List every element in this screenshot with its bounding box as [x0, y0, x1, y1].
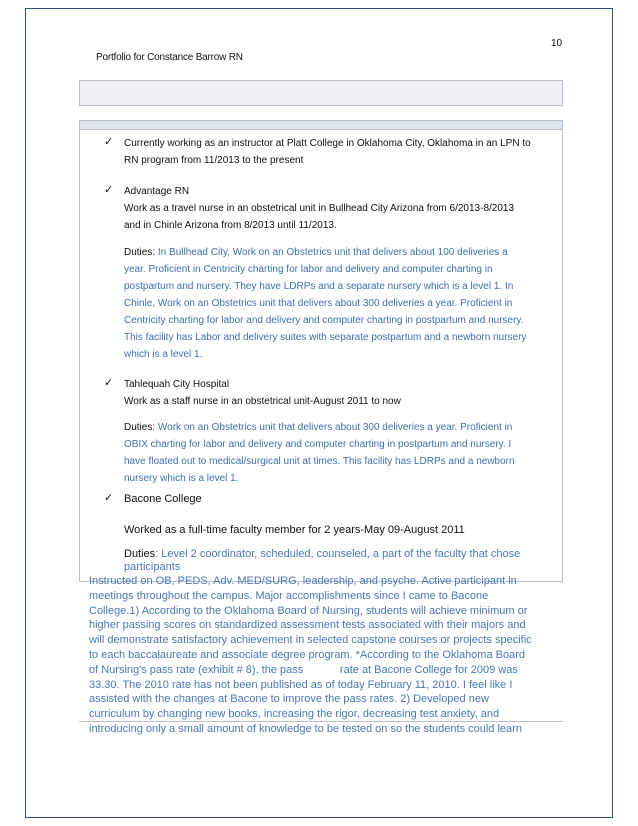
entry-duties: [124, 244, 570, 363]
duties-line: This facility has Labor and delivery suites with separate postpartum and a newborn nursery: [124, 332, 527, 343]
paragraph-line: meetings throughout the campus. Major accomplishments since I came to Bacone: [89, 589, 489, 602]
paragraph-line: 33.30. The 2010 rate has not been published as of today February 11, 2010. I feel like I: [89, 678, 513, 691]
entry-body-line: Work as a travel nurse in an obstetrical unit in Bullhead City Arizona from 6/2013-8/2013: [124, 203, 515, 214]
duties-line: In Bullhead City, Work on an Obstetrics unit that delivers about 100 deliveries a: [155, 247, 508, 258]
entry-body: Work as a staff nurse in an obstetrical unit-August 2011 to now: [124, 396, 401, 407]
entry-body: [124, 200, 564, 234]
checkmark-icon: ✓: [104, 136, 114, 148]
duties-line: year. Proficient in Centricity charting for labor and delivery and computer charting in: [124, 264, 493, 275]
entry-duties: [124, 548, 564, 574]
document-header-title: Portfolio for Constance Barrow RN: [96, 52, 243, 63]
checkmark-icon: ✓: [104, 377, 114, 389]
duties-line: Chinle, Work on an Obstetrics unit that delivers about 300 deliveries a year. Proficient in: [124, 298, 513, 309]
duties-label: Duties:: [124, 247, 156, 258]
paragraph-line: will demonstrate satisfactory achievement in selected capstone courses or projects specific: [89, 634, 532, 647]
duties-label: Duties:: [124, 422, 156, 433]
content-box-bottom-border: [79, 721, 563, 722]
entry-title: Tahlequah City Hospital: [124, 379, 230, 390]
paragraph-line: higher passing scores on standardized assessment tests associated with their majors and: [89, 619, 526, 632]
entry-title: [124, 135, 564, 169]
entry-title-line: Currently working as an instructor at Platt College in Oklahoma City, Oklahoma in an LPN to: [124, 138, 531, 149]
page-number: 10: [551, 38, 563, 49]
paragraph-line: assisted with the changes at Bacone to improve the pass rates. 2) Developed new: [89, 693, 489, 706]
entry-title-line: RN program from 11/2013 to the present: [124, 155, 304, 166]
duties-text: Work on an Obstetrics unit that delivers about 300 deliveries a year. Proficient in OBIX charting for labor and delivery and computer charting in postpartum and nursery. I have floated out to medical/surgical unit at times. This facility has LDRPs and a newborn nursery which is a level 1.: [124, 422, 515, 484]
header-shaded-box: [79, 80, 563, 106]
paragraph-line: curriculum by changing new books, increasing the rigor, decreasing test anxiety, and: [89, 708, 500, 721]
duties-line: Centricity charting for labor and delivery and computer charting in postpartum and nursery.: [124, 315, 524, 326]
duties-line: postpartum and nursery. They have LDRPs and a separate nursery which is a level 1. In: [124, 281, 514, 292]
paragraph-line: Instructed on OB, PEDS, Adv. MED/SURG, leadership, and psyche. Active participant in: [89, 575, 517, 587]
entry-title: Advantage RN: [124, 186, 190, 197]
bacone-accomplishments-paragraph: [89, 574, 559, 737]
duties-label: Duties: [124, 548, 156, 560]
entry-body: Worked as a full-time faculty member for 2 years-May 09-August 2011: [124, 524, 465, 536]
paragraph-line: to each baccalaureate and associate degree program. *According to the Oklahoma Board: [89, 648, 525, 661]
checkmark-icon: ✓: [104, 492, 114, 504]
entry-duties: [124, 419, 570, 487]
duties-text: : Level 2 coordinator, scheduled, counseled, a part of the faculty that chose participants: [124, 548, 521, 573]
checkmark-icon: ✓: [104, 184, 114, 196]
paragraph-line: introducing only a small amount of knowledge to be tested on so the students could learn: [89, 722, 522, 735]
entry-title: Bacone College: [124, 493, 202, 505]
paragraph-line: of Nursing's pass rate (exhibit # 8), the pass rate at Bacone College for 2009 was: [89, 663, 518, 676]
duties-line: which is a level 1.: [124, 349, 203, 360]
paragraph-line: College.1) According to the Oklahoma Board of Nursing, students will achieve minimum or: [89, 604, 528, 617]
entry-body-line: and in Chinle Arizona from 8/2013 until 11/2013.: [124, 220, 337, 231]
